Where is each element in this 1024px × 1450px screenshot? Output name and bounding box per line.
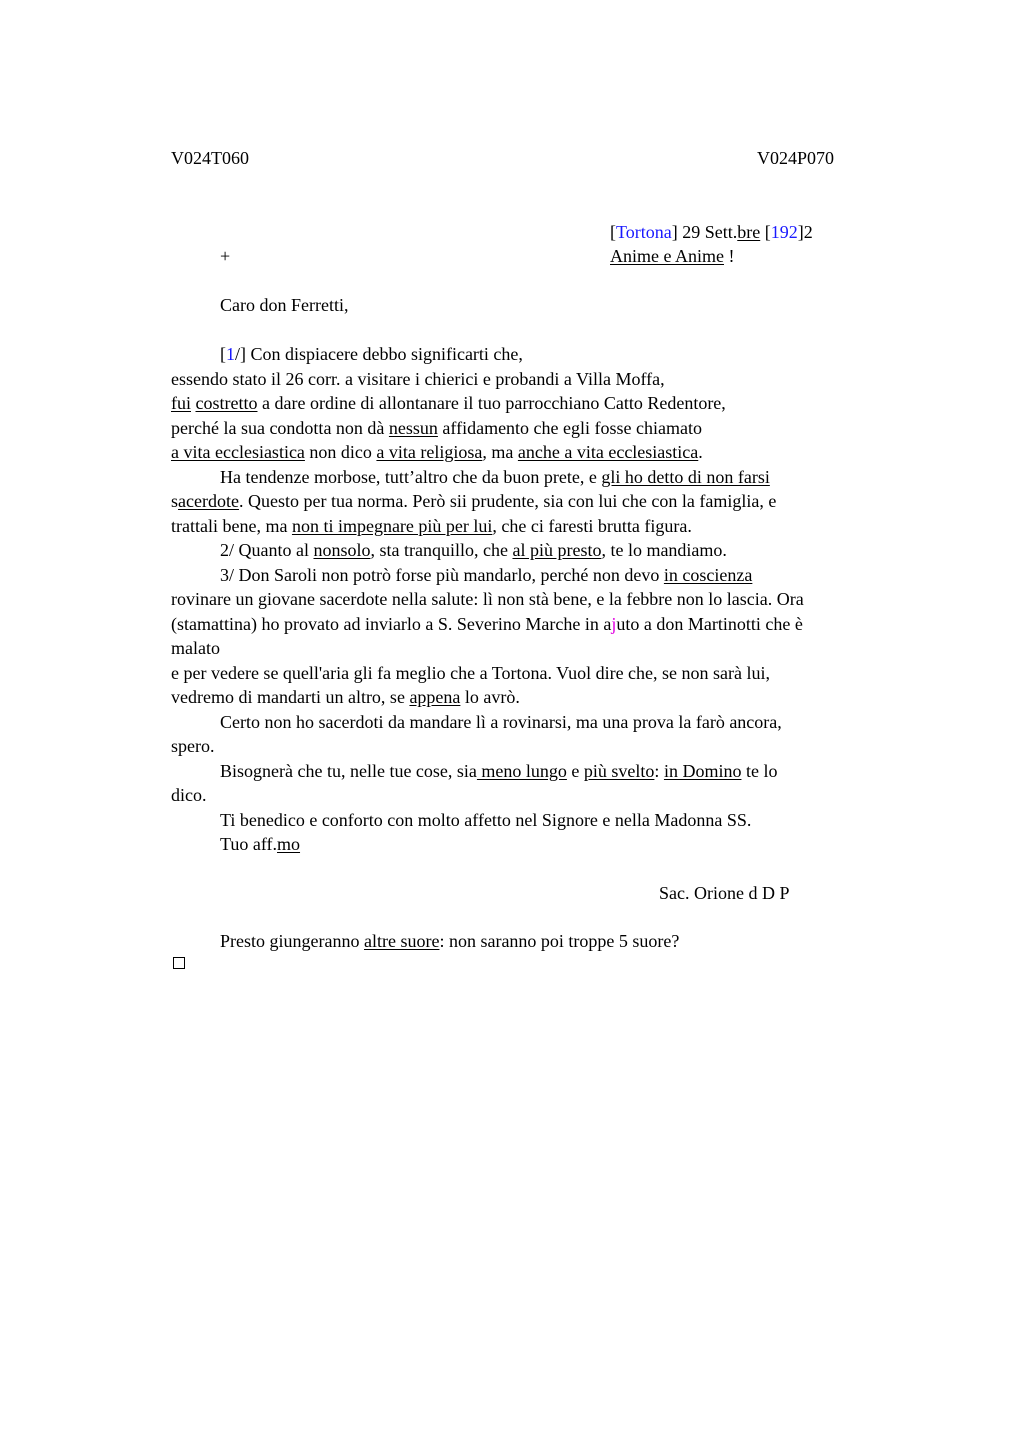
- cross-mark: +: [220, 246, 231, 266]
- end-square-mark: [173, 957, 185, 969]
- blessing: Ti benedico e conforto con molto affetto nel Signore e nella Madonna SS.: [220, 809, 752, 830]
- paragraph-2-line: trattali bene, ma non ti impegnare più per lui, che ci faresti brutta figura.: [171, 515, 692, 536]
- postscript: Presto giungeranno altre suore: non saranno poi troppe 5 suore?: [220, 931, 680, 951]
- paragraph-6-line: dico.: [171, 785, 207, 805]
- paragraph-1-line: fui costretto a dare ordine di allontanare il tuo parrocchiano Catto Redentore,: [171, 393, 726, 413]
- paragraph-4-line: malato: [171, 638, 220, 658]
- paragraph-3: 2/ Quanto al nonsolo, sta tranquillo, che al più presto, te lo mandiamo.: [220, 540, 727, 560]
- closing: Tuo aff.mo: [220, 834, 301, 854]
- paragraph-1-line: [1/] Con dispiacere debbo significarti che,: [220, 344, 523, 364]
- document-code-right: V024P070: [757, 148, 835, 168]
- salutation: Caro don Ferretti,: [220, 295, 349, 315]
- letter-body: [171, 342, 901, 857]
- paragraph-5-line: Certo non ho sacerdoti da mandare lì a rovinarsi, ma una prova la farò ancora,: [220, 711, 782, 732]
- paragraph-4-line: 3/ Don Saroli non potrò forse più mandarlo, perché non devo in coscienza: [220, 564, 753, 585]
- dateline-place: Tortona: [616, 222, 672, 242]
- paragraph-4-line: (stamattina) ho provato ad inviarlo a S. Severino Marche in ajuto a don Martinotti che è: [171, 613, 803, 634]
- paragraph-2-line: Ha tendenze morbose, tutt’altro che da buon prete, e gli ho detto di non farsi: [220, 466, 770, 487]
- paragraph-1-line: perché la sua condotta non dà nessun affidamento che egli fosse chiamato: [171, 417, 702, 438]
- dateline: [Tortona] 29 Sett.bre [192]2: [610, 222, 813, 242]
- paragraph-5-line: spero.: [171, 736, 215, 756]
- signature: Sac. Orione d D P: [659, 883, 790, 903]
- paragraph-4-line: vedremo di mandarti un altro, se appena lo avrò.: [171, 687, 520, 707]
- paragraph-4-line: rovinare un giovane sacerdote nella salute: lì non stà bene, e la febbre non lo lascia. Ora: [171, 589, 804, 609]
- motto: Anime e Anime !: [610, 246, 735, 266]
- paragraph-2-line: sacerdote. Questo per tua norma. Però sii prudente, sia con lui che con la famiglia, e: [171, 491, 777, 511]
- paragraph-4-line: e per vedere se quell'aria gli fa meglio che a Tortona. Vuol dire che, se non sarà lui,: [171, 662, 771, 683]
- paragraph-1-line: a vita ecclesiastica non dico a vita religiosa, ma anche a vita ecclesiastica.: [171, 442, 703, 462]
- paragraph-1-line: essendo stato il 26 corr. a visitare i chierici e probandi a Villa Moffa,: [171, 368, 665, 389]
- document-code-left: V024T060: [171, 148, 249, 168]
- paragraph-6-line: Bisognerà che tu, nelle tue cose, sia meno lungo e più svelto: in Domino te lo: [220, 760, 778, 781]
